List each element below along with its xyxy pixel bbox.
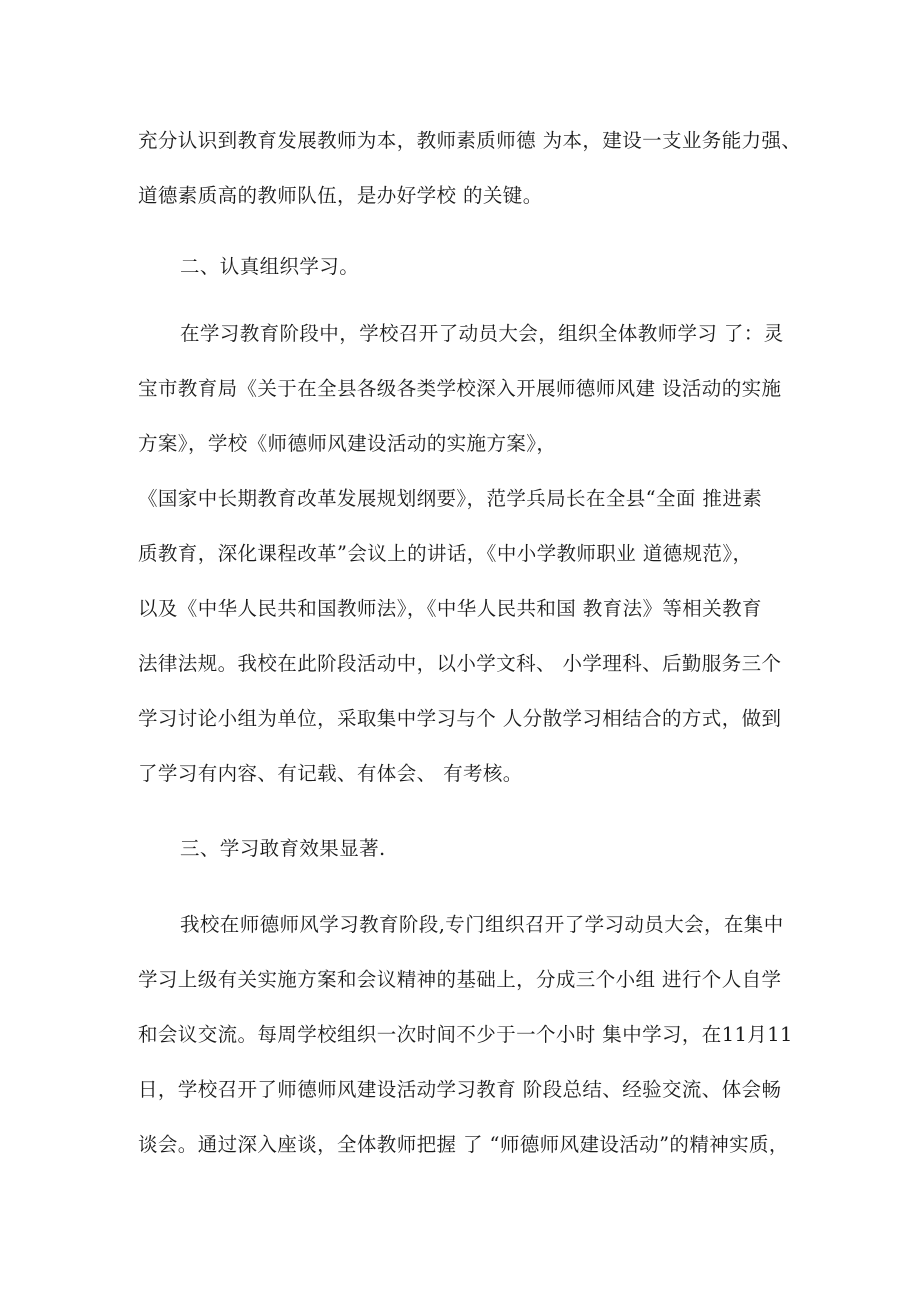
- text-line: 法律法规。我校在此阶段活动中，以小学文科、 小学理科、后勤服务三个: [138, 652, 782, 675]
- text-line: 宝市教育局《关于在全县各级各类学校深入开展师德师风建 设活动的实施: [138, 377, 782, 400]
- text-line: 以及《中华人民共和国教师法》，《中华人民共和国 教育法》等相关教育: [138, 597, 762, 620]
- text-line: 学习上级有关实施方案和会议精神的基础上，分成三个小组 进行个人自学: [138, 968, 782, 991]
- paragraph-first-line: 我校在师德师风学习教育阶段,专门组织召开了学习动员大会，在集中: [180, 913, 784, 936]
- text-line: 充分认识到教育发展教师为本，教师素质师德 为本，建设一支业务能力强、: [138, 129, 802, 152]
- text-line: 谈会。通过深入座谈，全体教师把握 了 “师德师风建设活动”的精神实质，: [138, 1133, 789, 1156]
- text-line: 方案》，学校《师德师风建设活动的实施方案》，: [138, 432, 557, 455]
- section-heading: 二、认真组织学习。: [180, 255, 360, 278]
- paragraph-first-line: 在学习教育阶段中，学校召开了动员大会，组织全体教师学习 了：灵: [180, 322, 784, 345]
- text-line: 了学习有内容、有记载、有体会、 有考核。: [138, 762, 523, 785]
- text-line: 道德素质高的教师队伍，是办好学校 的关键。: [138, 184, 543, 207]
- text-line: 质教育，深化课程改革”会议上的讲话，《中小学教师职业 道德规范》，: [138, 542, 753, 565]
- text-line: 日，学校召开了师德师风建设活动学习教育 阶段总结、经验交流、体会畅: [138, 1078, 782, 1101]
- section-heading: 三、学习敢育效果显著.: [180, 837, 386, 860]
- text-line: 学习讨论小组为单位，采取集中学习与个 人分散学习相结合的方式，做到: [138, 707, 782, 730]
- text-line: 《国家中长期教育改革发展规划纲要》，范学兵局长在全县“全面 推进素: [138, 487, 763, 510]
- text-line: 和会议交流。每周学校组织一次时间不少于一个小时 集中学习，在11月11: [138, 1023, 793, 1046]
